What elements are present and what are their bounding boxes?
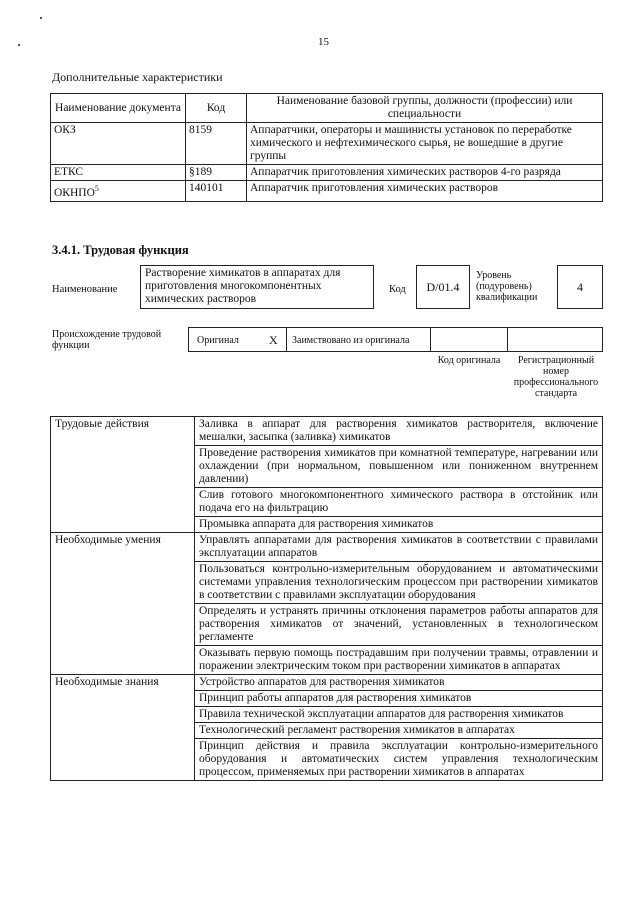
cell-doc: [51, 181, 186, 202]
cell-name: Аппаратчик приготовления химических растворов: [247, 181, 603, 202]
skill-item: Оказывать первую помощь пострадавшим при получении травмы, отравлении и поражении электрическим током при растворении химикатов в аппаратах: [195, 646, 603, 675]
cell-name: Аппаратчик приготовления химических растворов 4-го разряда: [247, 165, 603, 181]
knowledge-item: Правила технической эксплуатации аппаратов для растворения химикатов: [195, 707, 603, 723]
cell-code: §189: [186, 165, 247, 181]
table-row: [51, 533, 603, 562]
knowledge-item: Принцип действия и правила эксплуатации контрольно-измерительного оборудования и автоматических систем управления технологическим процессом, применяемых при растворении химикатов в аппаратах: [195, 739, 603, 781]
function-name-value: Растворение химикатов в аппаратах для приготовления многокомпонентных химических растворов: [145, 267, 341, 305]
skill-item: Управлять аппаратами для растворения химикатов в соответствии с правилами эксплуатации аппаратов: [195, 533, 603, 562]
cell-name: Аппаратчики, операторы и машинисты установок по переработке химического и нефтехимического сырья, не вошедшие в другие группы: [247, 123, 603, 165]
header-doc: Наименование документа: [51, 94, 186, 123]
header-code: Код: [186, 94, 247, 123]
labor-action-item: Проведение растворения химикатов при комнатной температуре, нагревании или охлаждении (при нормальном, повышенном или пониженном внутреннем давлении): [195, 446, 603, 488]
function-details-table: [50, 416, 603, 781]
table-row: [51, 123, 603, 165]
labor-action-item: Слив готового многокомпонентного химического раствора в отстойник или подача его на фильтрацию: [195, 488, 603, 517]
cell-code: 140101: [186, 181, 247, 202]
labor-action-item: Промывка аппарата для растворения химикатов: [195, 517, 603, 533]
borrowed-box: [286, 327, 431, 352]
labor-function-heading: 3.4.1. Трудовая функция: [52, 243, 189, 257]
table-row: [51, 165, 603, 181]
original-box: [188, 327, 287, 352]
page-number: 15: [318, 36, 329, 48]
original-mark: X: [269, 333, 278, 347]
additional-characteristics-title: Дополнительные характеристики: [52, 70, 223, 84]
labor-action-item: Заливка в аппарат для растворения химикатов растворителя, включение мешалки, засыпка (заливка) химикатов: [195, 417, 603, 446]
header-name: Наименование базовой группы, должности (профессии) или специальности: [247, 94, 603, 123]
table-header-row: [51, 94, 603, 123]
knowledge-label: Необходимые знания: [51, 675, 195, 781]
reg-number-box: [507, 327, 603, 352]
cell-doc: ОКЗ: [51, 123, 186, 165]
original-code-box: [430, 327, 508, 352]
knowledge-item: Принцип работы аппаратов для растворения химикатов: [195, 691, 603, 707]
origin-label: Происхождение трудовой функции: [52, 329, 162, 351]
level-box: [557, 265, 603, 309]
name-label: Наименование: [52, 284, 118, 295]
table-row: [51, 675, 603, 691]
reg-number-label: Регистрационный номер профессионального стандарта: [513, 355, 599, 399]
code-box: [416, 265, 470, 309]
footnote-mark: 5: [94, 184, 99, 193]
function-name-box: [140, 265, 374, 309]
code-value: D/01.4: [426, 279, 460, 294]
level-value: 4: [577, 279, 583, 294]
code-label: Код: [389, 284, 406, 295]
knowledge-item: Устройство аппаратов для растворения химикатов: [195, 675, 603, 691]
level-label: Уровень (подуровень) квалификации: [476, 270, 538, 303]
skill-item: Определять и устранять причины отклонения параметров работы аппаратов для растворения химикатов от значений, установленных в технологическом регламенте: [195, 604, 603, 646]
borrowed-label: Заимствовано из оригинала: [292, 335, 410, 346]
skills-label: Необходимые умения: [51, 533, 195, 675]
cell-doc: ЕТКС: [51, 165, 186, 181]
doc-name: ОКНПО: [54, 186, 95, 199]
original-label: Оригинал: [197, 335, 239, 346]
original-code-label: Код оригинала: [437, 355, 501, 366]
labor-actions-label: Трудовые действия: [51, 417, 195, 533]
skill-item: Пользоваться контрольно-измерительным оборудованием и автоматическими системами управления технологическим процессом при растворении химикатов в соответствии с правилами эксплуатации оборудования: [195, 562, 603, 604]
table-row: [51, 181, 603, 202]
knowledge-item: Технологический регламент растворения химикатов в аппаратах: [195, 723, 603, 739]
additional-characteristics-table: [50, 93, 603, 202]
table-row: [51, 417, 603, 446]
cell-code: 8159: [186, 123, 247, 165]
